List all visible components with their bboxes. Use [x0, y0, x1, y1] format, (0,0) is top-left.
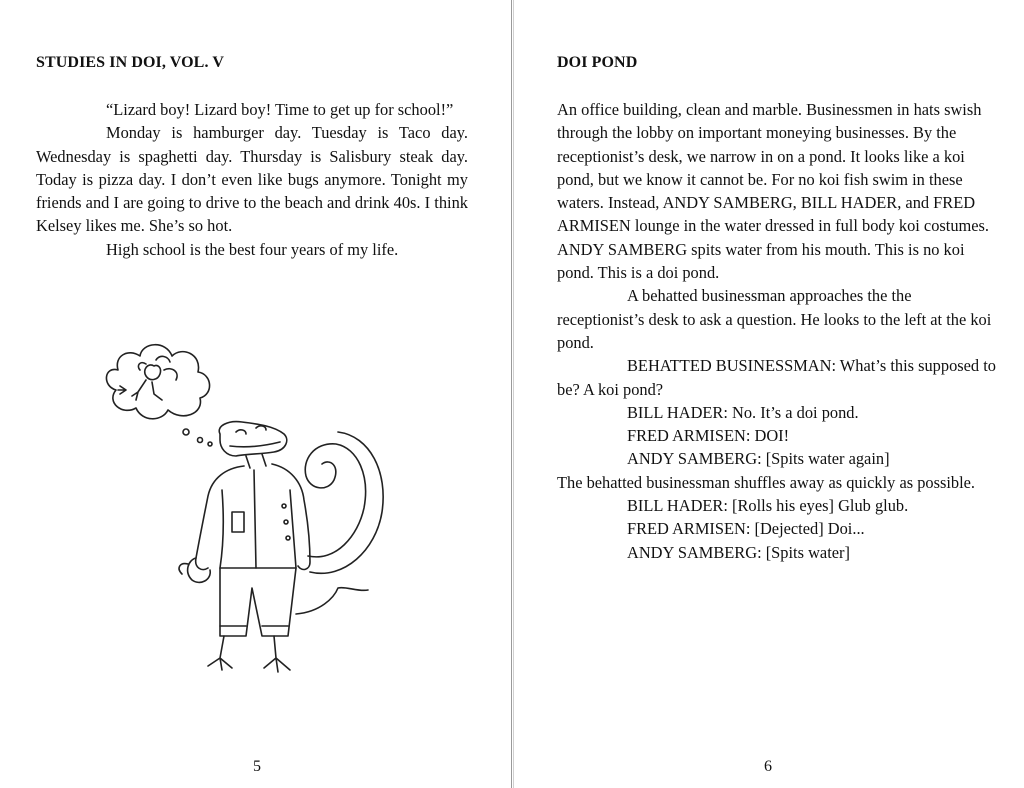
dialogue-line: BILL HADER: [Rolls his eyes] Glub glub. [627, 496, 909, 516]
right-page [513, 0, 1024, 788]
dialogue-line: BILL HADER: No. It’s a doi pond. [627, 402, 859, 422]
pants-icon [220, 568, 296, 636]
scene-description: The behatted businessman shuffles away as quickly as possible. [557, 472, 976, 492]
left-page-body [36, 98, 468, 261]
thought-cloud-icon [106, 345, 209, 419]
right-page-heading: DOI POND [557, 54, 638, 71]
paragraph: “Lizard boy! Lizard boy! Time to get up for school!” [106, 100, 454, 119]
page-number: 6 [764, 758, 772, 775]
scene-description: A behatted businessman approaches the the receptionist’s desk to ask a question. He looks to the left at the koi pond. [557, 286, 992, 352]
lizard-boy-dreaming-illustration [96, 336, 396, 696]
paragraph: Monday is hamburger day. Tuesday is Taco day. Wednesday is spaghetti day. Thursday is Salisbury steak day. Today is pizza day. I don’t even like bugs anymore. Tonight my friends and I are going to drive to the beach and drink 40s. I think Kelsey likes me. She’s so hot. [36, 123, 468, 236]
right-page-body [557, 98, 997, 564]
dialogue-line: ANDY SAMBERG: [Spits water] [627, 542, 850, 562]
clawed-feet-icon [208, 636, 290, 672]
left-page-heading: STUDIES IN DOI, VOL. V [36, 54, 225, 71]
hoodie-jacket-icon [179, 464, 310, 582]
dialogue-line: BEHATTED BUSINESSMAN: What’s this supposed to be? A koi pond? [557, 356, 996, 399]
dialogue-line: FRED ARMISEN: [Dejected] Doi... [627, 519, 865, 539]
page-number: 5 [253, 758, 261, 775]
dialogue-line: ANDY SAMBERG: [Spits water again] [627, 449, 890, 469]
paragraph: High school is the best four years of my life. [106, 239, 399, 259]
lizard-head-icon [219, 422, 287, 468]
scene-description: An office building, clean and marble. Businessmen in hats swish through the lobby on important moneying businesses. By the receptionist’s desk, we narrow in on a pond. It looks like a koi pond, but we know it cannot be. For no koi fish swim in these waters. Instead, ANDY SAMBERG, BILL HADER, and FRED ARMISEN lounge in the water dressed in full body koi costumes. ANDY SAMBERG spits water from his mouth. This is no koi pond. This is a doi pond. [557, 100, 990, 283]
lizard-tail-icon [296, 432, 383, 614]
dialogue-line: FRED ARMISEN: DOI! [627, 426, 790, 446]
